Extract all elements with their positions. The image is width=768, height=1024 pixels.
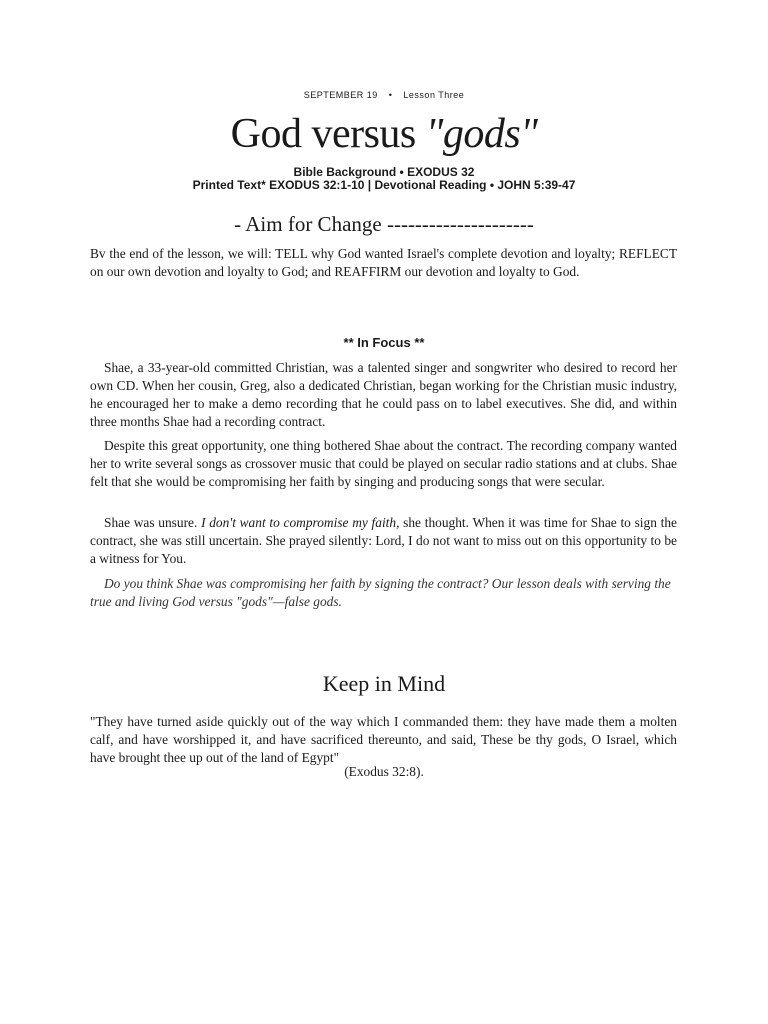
title-prefix: God versus — [230, 111, 426, 157]
focus-paragraph-1: Shae, a 33-year-old committed Christian, was a talented singer and songwriter who desired to record her own CD. When her cousin, Greg, also a dedicated Christian, began working for the Christian music industry, he encouraged her to make a demo recording that he could pass on to label executives. She did, and within three months Shae had a recording contract. — [90, 360, 677, 429]
focus-paragraph-2: Despite this great opportunity, one thing bothered Shae about the contract. The recording company wanted her to write several songs as crossover music that could be played on secular radio stations and at clubs. Shae felt that she would be compromising her faith by singing and producing songs that were secular. — [90, 438, 677, 489]
verse-reference: (Exodus 32:8). — [344, 764, 424, 779]
aim-heading: - Aim for Change --------------------- — [234, 212, 534, 236]
title-italic: "gods" — [425, 111, 538, 157]
printed-text-line: Printed Text* EXODUS 32:1-10 | Devotional Reading • JOHN 5:39-47 — [192, 178, 576, 192]
aim-text: Bv the end of the lesson, we will: TELL why God wanted Israel's complete devotion and loyalty; REFLECT on our own devotion and loyalty to God; and REAFFIRM our devotion and loyalty to God. — [90, 246, 677, 279]
key-verse: "They have turned aside quickly out of the way which I commanded them: they have made them a molten calf, and have worshipped it, and have sacrificed thereunto, and said, These be thy gods, O Israel, which have brought thee up out of the land of Egypt" — [90, 714, 677, 765]
para3-start: Shae was unsure. — [104, 515, 202, 530]
focus-question: Do you think Shae was compromising her faith by signing the contract? Our lesson deals with serving the true and living God versus "gods"—false gods. — [90, 576, 671, 609]
focus-paragraph-3 — [90, 514, 677, 568]
header-separator: • — [388, 90, 393, 100]
para3-italic: I don't want to compromise my faith, — [201, 515, 400, 530]
lesson-header — [0, 90, 768, 100]
lesson-title — [0, 108, 768, 160]
lesson-date: SEPTEMBER 19 — [303, 90, 378, 100]
keep-in-mind-heading: Keep in Mind — [322, 671, 446, 696]
bible-background: Bible Background • EXODUS 32 — [293, 165, 475, 179]
in-focus-heading: ** In Focus ** — [343, 335, 425, 350]
lesson-number: Lesson Three — [403, 90, 465, 100]
para3-end: she thought. When it was time for Shae to sign the contract, she was still uncertain. She prayed silently: Lord, I do not want to miss out on this opportunity to be a witness for You. — [90, 515, 677, 566]
